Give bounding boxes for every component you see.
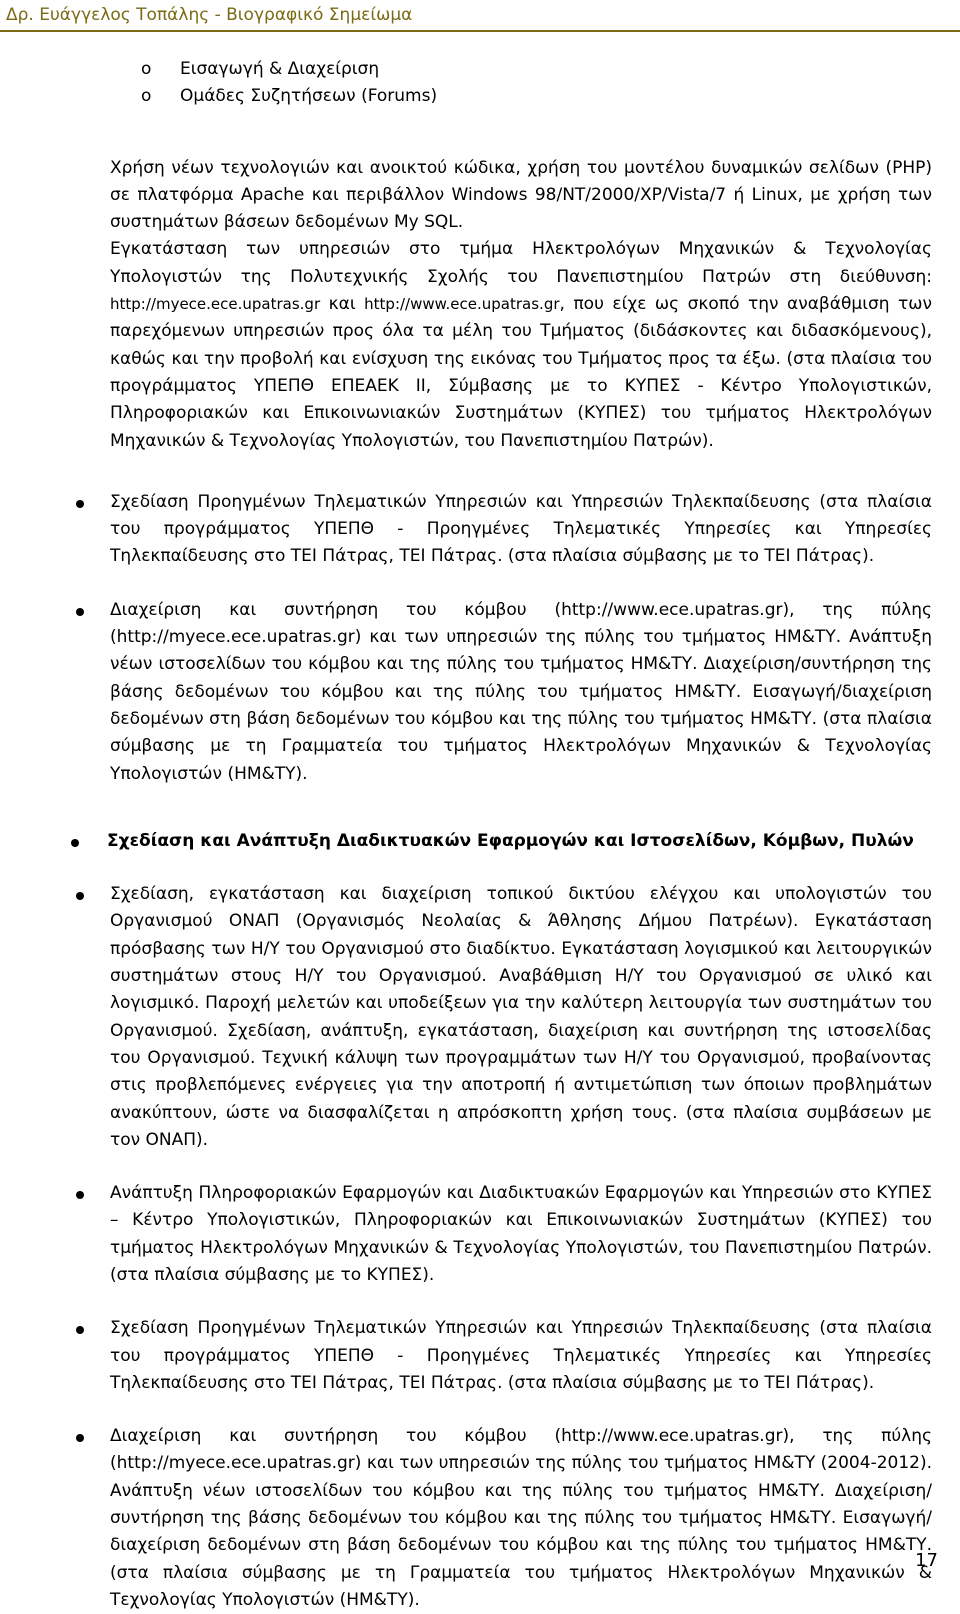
sub-bullet-item — [0, 83, 932, 110]
spacer — [110, 788, 932, 828]
circle-bullet-icon: o — [141, 59, 152, 79]
paragraph-tech: Χρήση νέων τεχνολογιών και ανοικτού κώδικα, χρήση του μοντέλου δυναμικών σελίδων (PHP) σε πλατφόρμα Apache και περιβάλλον Windows 98/NT/2000/XP/Vista/7 ή Linux, με χρήση των συστημάτων βάσεων δεδομένων My SQL. — [110, 157, 932, 233]
paragraph-installation-end: , που είχε ως σκοπό την αναβάθμιση των παρεχόμενων υπηρεσιών προς όλα τα μέλη του Τμήματος (διδάσκοντες και διδασκόμενους), καθώς και την προβολή και ενίσχυση της εικόνας του Τμήματος προς τα έξω. (στα πλαίσια του προγράμματος ΥΠΕΠΘ ΕΠΕΑΕΚ ΙΙ, Σύμβασης με το ΚΥΠΕΣ - Κέντρο Υπολογιστικών, Πληροφοριακών και Επικοινωνιακών Συστημάτων (ΚΥΠΕΣ) του τμήματος Ηλεκτρολόγων Μηχανικών & Τεχνολογίας Υπολογιστών, του Πανεπιστημίου Πατρών). — [110, 294, 932, 451]
url-myece: http://myece.ece.upatras.gr — [110, 295, 321, 314]
bullet-text: Διαχείριση και συντήρηση του κόμβου (http://www.ece.upatras.gr), της πύλης (http://myece.ece.upatras.gr) και των υπηρεσιών της πύλης του τμήματος ΗΜ&ΤΥ. Ανάπτυξη νέων ιστοσελίδων του κόμβου και της πύλης του τμήματος ΗΜ&ΤΥ. Διαχείριση/συντήρηση της βάσης δεδομένων του κόμβου και της πύλης του τμήματος ΗΜ&ΤΥ. Εισαγωγή/διαχείριση δεδομένων στη βάση δεδομένων του κόμβου και της πύλης του τμήματος ΗΜ&ΤΥ. (στα πλαίσια σύμβασης με τη Γραμματεία του τμήματος Ηλεκτρολόγων Μηχανικών & Τεχνολογίας Υπολογιστών (ΗΜ&ΤΥ). — [110, 599, 932, 784]
spacer — [110, 855, 932, 881]
circle-bullet-icon: o — [141, 86, 152, 107]
bullet-text: Ανάπτυξη Πληροφοριακών Εφαρμογών και Διαδικτυακών Εφαρμογών και Υπηρεσιών στο ΚΥΠΕΣ – Κέντρο Υπολογιστικών, Πληροφοριακών και Επικοινωνιακών Συστημάτων (ΚΥΠΕΣ) του τμήματος Ηλεκτρολόγων Μηχανικών & Τεχνολογίας Υπολογιστών, του Πανεπιστημίου Πατρών. (στα πλαίσια σύμβασης με το ΚΥΠΕΣ). — [110, 1183, 932, 1285]
spacer — [110, 571, 932, 597]
header-title: Δρ. Ευάγγελος Τοπάλης - Βιογραφικό Σημείωμα — [6, 5, 413, 25]
page-header — [0, 0, 960, 34]
bullet-dot-icon — [76, 1434, 84, 1442]
bullet-dot-icon — [76, 500, 84, 508]
paragraph-installation — [110, 236, 932, 454]
section-heading — [0, 828, 932, 855]
bullet-dot-icon — [76, 892, 84, 900]
paragraph-installation-start: Εγκατάσταση των υπηρεσιών στο τμήμα Ηλεκτρολόγων Μηχανικών & Τεχνολογίας Υπολογιστών της Πολυτεχνικής Σχολής του Πανεπιστημίου Πατρών στη διεύθυνση: — [110, 239, 932, 287]
url-ece: http://www.ece.upatras.gr — [364, 295, 560, 314]
bullet-item — [110, 1423, 932, 1614]
spacer — [110, 1289, 932, 1315]
bullet-item — [110, 1315, 932, 1397]
bullet-item — [110, 881, 932, 1154]
header-rule — [0, 30, 960, 32]
bullet-item — [110, 1180, 932, 1289]
bullet-dot-icon — [76, 1191, 84, 1199]
spacer — [110, 132, 932, 155]
sub-bullet-item — [0, 56, 932, 83]
bullet-text: Σχεδίαση Προηγμένων Τηλεματικών Υπηρεσιών και Υπηρεσιών Τηλεκπαίδευσης (στα πλαίσια του προγράμματος ΥΠΕΠΘ - Προηγμένες Τηλεματικές Υπηρεσίες και Υπηρεσίες Τηλεκπαίδευσης στο ΤΕΙ Πάτρας, ΤΕΙ Πάτρας. (στα πλαίσια σύμβασης με το ΤΕΙ Πάτρας). — [110, 491, 932, 567]
conjunction-text: και — [320, 294, 365, 315]
bullet-text: Σχεδίαση Προηγμένων Τηλεματικών Υπηρεσιών και Υπηρεσιών Τηλεκπαίδευσης (στα πλαίσια του προγράμματος ΥΠΕΠΘ - Προηγμένες Τηλεματικές Υπηρεσίες και Υπηρεσίες Τηλεκπαίδευσης στο ΤΕΙ Πάτρας, ΤΕΙ Πάτρας. (στα πλαίσια σύμβασης με το ΤΕΙ Πάτρας). — [110, 1318, 932, 1393]
bullet-dot-icon — [76, 608, 84, 616]
page-number: 17 — [915, 1550, 938, 1571]
sub-bullet-text: Εισαγωγή & Διαχείριση — [180, 59, 380, 79]
spacer — [110, 455, 932, 489]
bullet-text: Διαχείριση και συντήρηση του κόμβου (http://www.ece.upatras.gr), της πύλης (http://myece.ece.upatras.gr) και των υπηρεσιών της πύλης του τμήματος ΗΜ&ΤΥ (2004-2012). Ανάπτυξη νέων ιστοσελίδων του κόμβου και της πύλης του τμήματος ΗΜ&ΤΥ. Διαχείριση/συντήρηση της βάσης δεδομένων του κόμβου και της πύλης του τμήματος ΗΜ&ΤΥ. Εισαγωγή/διαχείριση δεδομένων στη βάση δεδομένων του κόμβου και της πύλης του τμήματος ΗΜ&ΤΥ. (στα πλαίσια σύμβασης με τη Γραμματεία του τμήματος Ηλεκτρολόγων Μηχανικών & Τεχνολογίας Υπολογιστών (ΗΜ&ΤΥ). — [110, 1426, 932, 1610]
document-body — [107, 56, 932, 1614]
spacer — [110, 1397, 932, 1423]
bullet-dot-icon — [76, 1326, 84, 1334]
sub-bullet-list — [110, 56, 932, 111]
bullet-dot-icon — [71, 839, 79, 847]
sub-bullet-text: Ομάδες Συζητήσεων (Forums) — [180, 86, 438, 107]
bullet-item — [110, 489, 932, 571]
spacer — [110, 1154, 932, 1180]
bullet-text: Σχεδίαση, εγκατάσταση και διαχείριση τοπικού δικτύου ελέγχου και υπολογιστών του Οργανισμού ΟΝΑΠ (Οργανισμός Νεολαίας & Άθλησης Δήμου Πατρέων). Εγκατάσταση πρόσβασης των Η/Υ του Οργανισμού στο διαδίκτυο. Εγκατάσταση λογισμικού και λειτουργικών συστημάτων στους Η/Υ του Οργανισμού. Αναβάθμιση Η/Υ του Οργανισμού σε υλικό και λογισμικό. Παροχή μελετών και υποδείξεων για την καλύτερη λειτουργία των συστημάτων του Οργανισμού. Σχεδίαση, ανάπτυξη, εγκατάσταση, διαχείριση και συντήρηση της ιστοσελίδας του Οργανισμού. Τεχνική κάλυψη των προγραμμάτων των Η/Υ του Οργανισμού, προβαίνοντας στις προβλεπόμενες ενέργειες για την αποτροπή ή αντιμετώπιση των όποιων προβλημάτων ανακύπτουν, ώστε να διασφαλίζεται η απρόσκοπτη χρήση τους. (στα πλαίσια συμβάσεων με τον ΟΝΑΠ). — [110, 884, 932, 1150]
bullet-item — [110, 597, 932, 788]
section-heading-text: Σχεδίαση και Ανάπτυξη Διαδικτυακών Εφαρμογών και Ιστοσελίδων, Κόμβων, Πυλών — [107, 830, 914, 851]
